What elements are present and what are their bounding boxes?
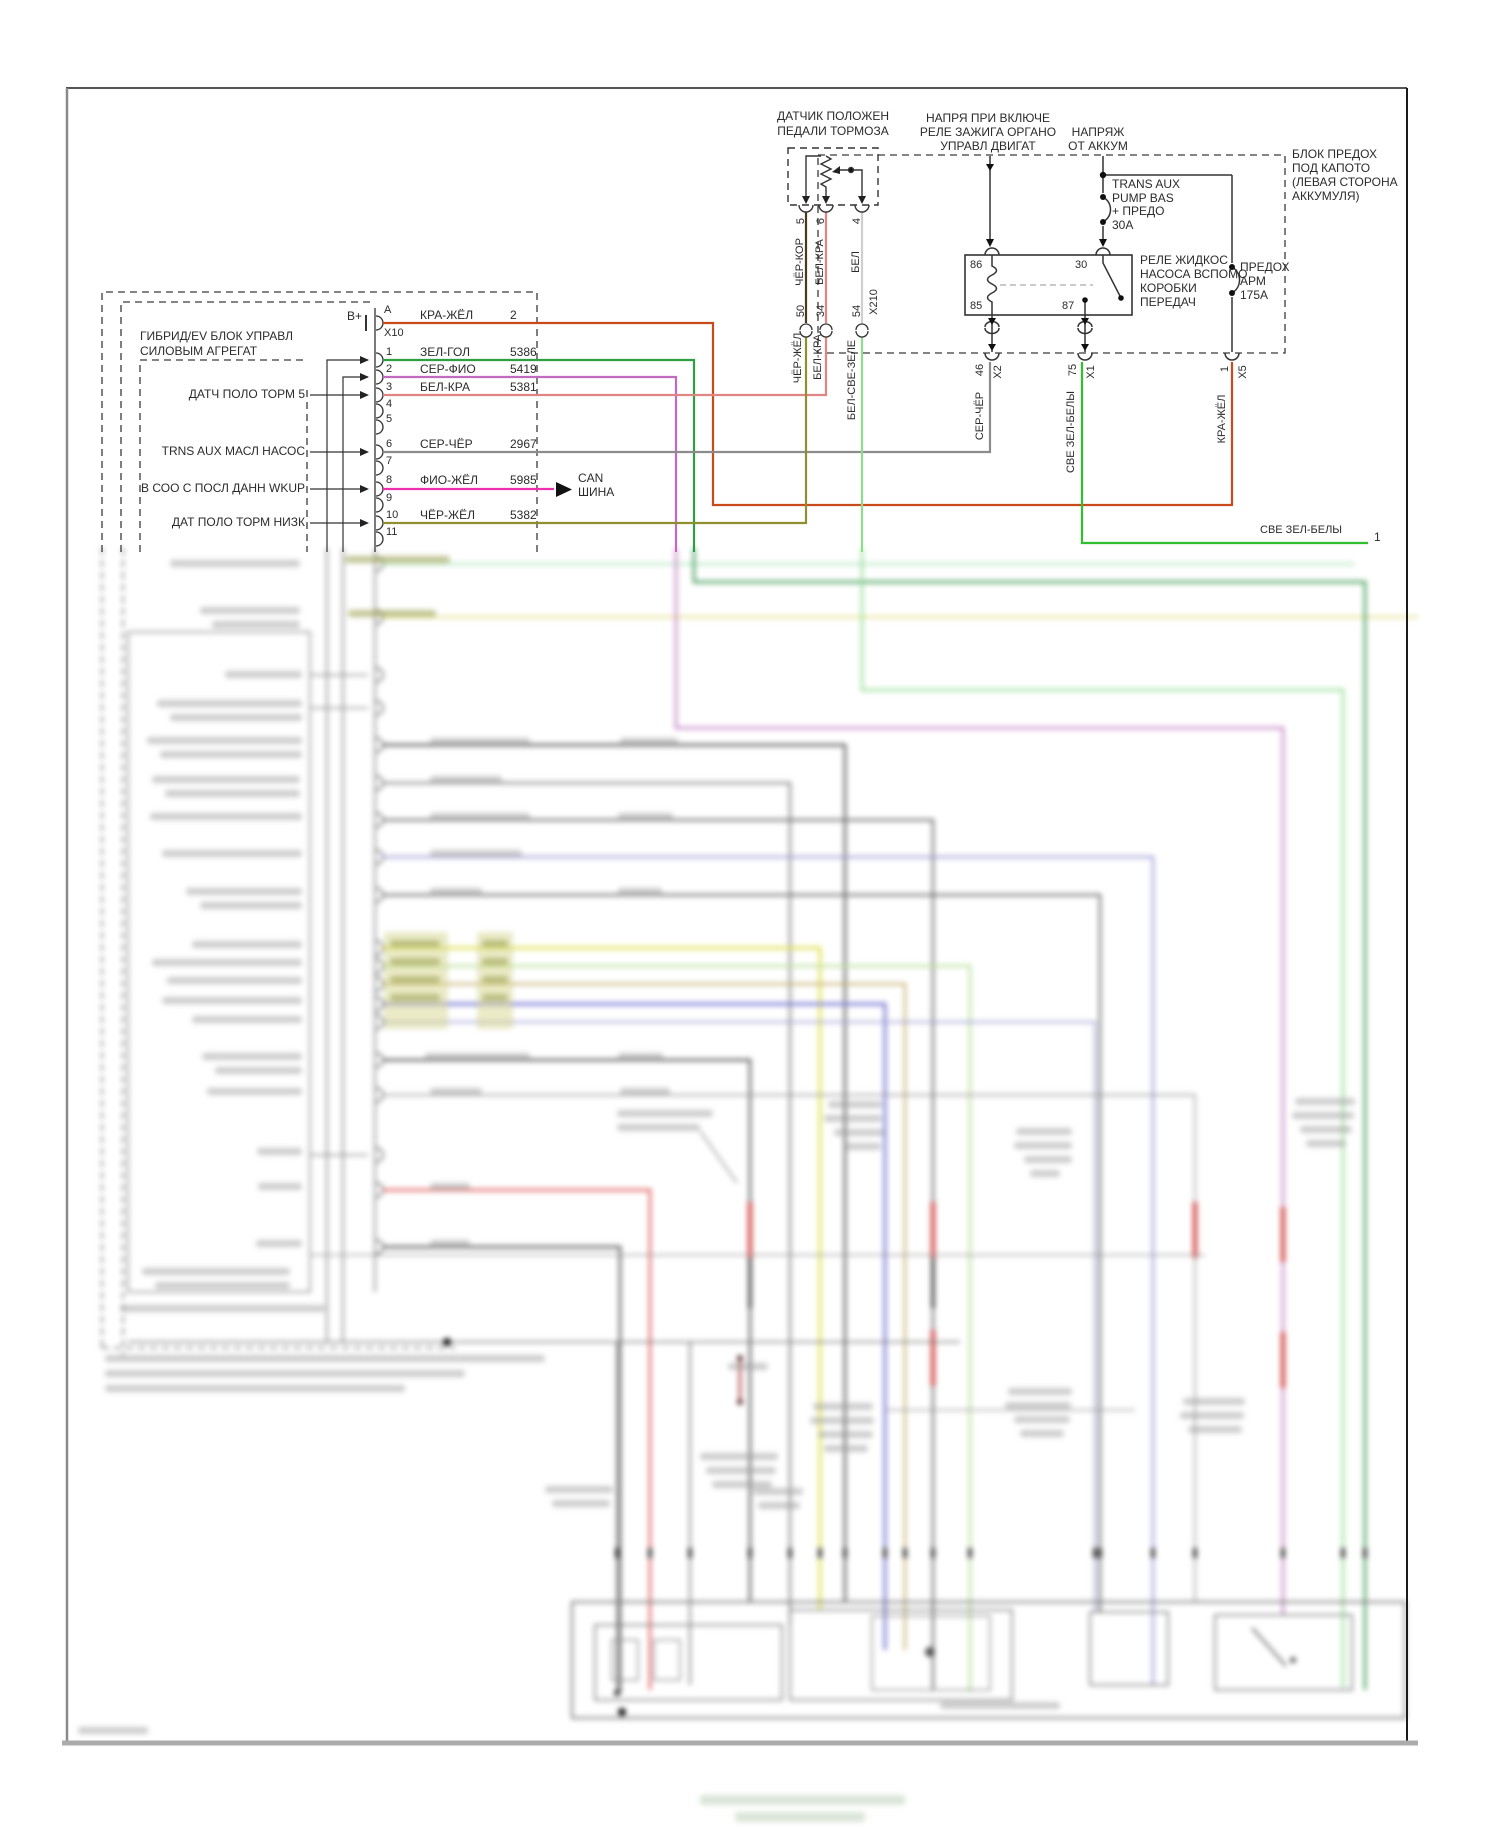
fuse30-line3: + ПРЕДО <box>1112 204 1165 218</box>
sensor-title-line2: ПЕДАЛИ ТОРМОЗА <box>777 124 889 138</box>
wire-name-3: БЕЛ-КРА <box>420 380 470 394</box>
pin-10: 10 <box>386 509 399 521</box>
exit-x2-conn: X2 <box>991 365 1004 379</box>
fuse-30a-icon <box>1103 197 1111 222</box>
fuse-block-name4: АККУМУЛЯ) <box>1292 189 1360 203</box>
relay-name-line4: ПЕРЕДАЧ <box>1140 295 1196 309</box>
circuit-8: 5985 <box>510 473 537 487</box>
relay-name-line3: КОРОБКИ <box>1140 281 1197 295</box>
ecu-name-line1: ГИБРИД/EV БЛОК УПРАВЛ <box>140 329 294 343</box>
wire-name-1: ЗЕЛ-ГОЛ <box>420 345 471 359</box>
connector-x210-label: X210 <box>867 289 880 315</box>
ecu-signal-leaders <box>310 360 368 552</box>
pin-8: 8 <box>386 474 393 486</box>
x210-pin-34: 34 <box>814 304 827 318</box>
sensor-wire-bel: БЕЛ <box>849 251 862 273</box>
exit-x1-wire: СВЕ ЗЕЛ-БЕЛЫ <box>1064 390 1077 474</box>
signal-label-trns-aux: TRNS AUX МАСЛ НАСОС <box>161 444 305 458</box>
signal-label-brake5: ДАТЧ ПОЛО ТОРМ 5 <box>188 387 305 401</box>
can-bus-line1: CAN <box>578 471 604 485</box>
relay-header-right2: ОТ АККУМ <box>1068 139 1128 153</box>
circuit-a: 2 <box>510 308 517 322</box>
wire-name-6: СЕР-ЧЁР <box>420 437 473 451</box>
relay-header-left1: НАПРЯ ПРИ ВКЛЮЧЕ <box>925 111 1051 125</box>
x210-pin-50: 50 <box>794 304 807 318</box>
can-bus-arrow-icon <box>556 482 572 497</box>
circuit-1: 5386 <box>510 345 537 359</box>
pin-11: 11 <box>386 526 398 538</box>
exit-x1-pin: 75 <box>1066 363 1079 377</box>
wire-name-2: СЕР-ФИО <box>420 362 476 376</box>
fuse30-line2: PUMP BAS <box>1112 191 1174 205</box>
circuit-2: 5419 <box>510 362 537 376</box>
fuse-block-name3: (ЛЕВАЯ СТОРОНА <box>1292 175 1398 189</box>
connector-x10-label: X10 <box>384 327 404 339</box>
relay-coil-icon <box>988 255 997 315</box>
signal-label-brake-low: ДАТ ПОЛО ТОРМ НИЗК <box>171 515 305 529</box>
fuse175-line2: АРМ <box>1240 274 1266 288</box>
exit-x5-wire: КРА-ЖЁЛ <box>1215 394 1228 444</box>
fuse175-rating: 175А <box>1240 288 1269 302</box>
fuse-block-name2: ПОД КАПОТО <box>1292 161 1371 175</box>
relay-pin-86: 86 <box>970 259 983 271</box>
relay-switch-icon <box>1103 255 1121 298</box>
sensor-title-line1: ДАТЧИК ПОЛОЖЕН <box>777 109 889 123</box>
fuse30-rating: 30A <box>1112 218 1134 232</box>
wire-name-8: ФИО-ЖЁЛ <box>420 473 479 487</box>
exit-x1-conn: X1 <box>1084 365 1097 379</box>
relay-name-line1: РЕЛЕ ЖИДКОС <box>1140 253 1228 267</box>
sensor-pin-6: 6 <box>814 217 827 225</box>
connector-x210 <box>800 324 868 337</box>
fuse-block-name1: БЛОК ПРЕДОХ <box>1292 147 1377 161</box>
circuit-3: 5381 <box>510 380 537 394</box>
relay-pin-30: 30 <box>1075 259 1088 271</box>
sensor-arrowheads <box>802 166 866 204</box>
relay-pin-85: 85 <box>970 300 983 312</box>
circuit-10: 5382 <box>510 508 537 522</box>
brake-sensor-symbol <box>788 148 878 212</box>
page-exit-wire-label: СВЕ ЗЕЛ-БЕЛЫ <box>1260 524 1343 536</box>
pin-4: 4 <box>386 398 393 410</box>
sensor-pin-4: 4 <box>850 217 863 225</box>
exit-x2-pin: 46 <box>973 363 986 377</box>
sensor-wire-bel-kra: БЕЛ-КРА <box>813 239 826 285</box>
pin-6: 6 <box>386 438 393 450</box>
pin-5: 5 <box>386 413 393 425</box>
sensor-pin-5: 5 <box>794 217 807 225</box>
pin-a-label: A <box>384 304 392 316</box>
exit-x2-wire: СЕР-ЧЁР <box>973 391 986 441</box>
fuse175-line1: ПРЕДОХ <box>1240 260 1290 274</box>
fuse30-line1: TRANS AUX <box>1112 177 1181 191</box>
wire-sve-zel-bely <box>1082 362 1368 543</box>
bplus-label: B+ <box>346 309 362 323</box>
relay-name-line2: НАСОСА ВСПОМО <box>1140 267 1248 281</box>
wire-name-a: КРА-ЖЁЛ <box>420 308 474 322</box>
signal-label-wkup: В СОО С ПОСЛ ДАНН WKUP <box>141 481 305 495</box>
relay-pin-87: 87 <box>1062 300 1075 312</box>
ecu-name-line2: СИЛОВЫМ АГРЕГАТ <box>140 344 258 358</box>
wire-name-10: ЧЁР-ЖЁЛ <box>420 508 475 522</box>
pin-7: 7 <box>386 455 393 467</box>
circuit-6: 2967 <box>510 437 537 451</box>
below-wire-chyor-zhel: ЧЁР-ЖЁЛ <box>791 332 804 384</box>
below-wire-bel-kra: БЕЛ-КРА <box>811 334 824 380</box>
x210-pin-54: 54 <box>850 304 863 318</box>
resistor-icon <box>821 156 831 196</box>
pin-3: 3 <box>386 381 393 393</box>
relay-box <box>965 255 1132 315</box>
relay-header-right1: НАПРЯЖ <box>1071 125 1125 139</box>
relay-header-left2: РЕЛЕ ЗАЖИГА ОРГАНО <box>919 125 1057 139</box>
pin-9: 9 <box>386 492 393 504</box>
leader-arrowheads <box>360 356 369 527</box>
exit-x5-conn: X5 <box>1236 365 1249 379</box>
relay-header-left3: УПРАВЛ ДВИГАТ <box>940 139 1036 153</box>
pin-2: 2 <box>386 363 393 375</box>
ecu-connector-x10 <box>366 308 383 552</box>
below-wire-bel-sve-zele: БЕЛ-СВЕ-ЗЕЛЕ <box>845 339 858 421</box>
page-exit-ref: 1 <box>1374 530 1381 544</box>
can-bus-line2: ШИНА <box>578 485 615 499</box>
exit-x5-pin: 1 <box>1218 365 1231 373</box>
wire-ser-fio <box>383 377 676 552</box>
sensor-wire-chyor-kor: ЧЁР-КОР <box>793 238 806 286</box>
pin-1: 1 <box>386 346 393 358</box>
